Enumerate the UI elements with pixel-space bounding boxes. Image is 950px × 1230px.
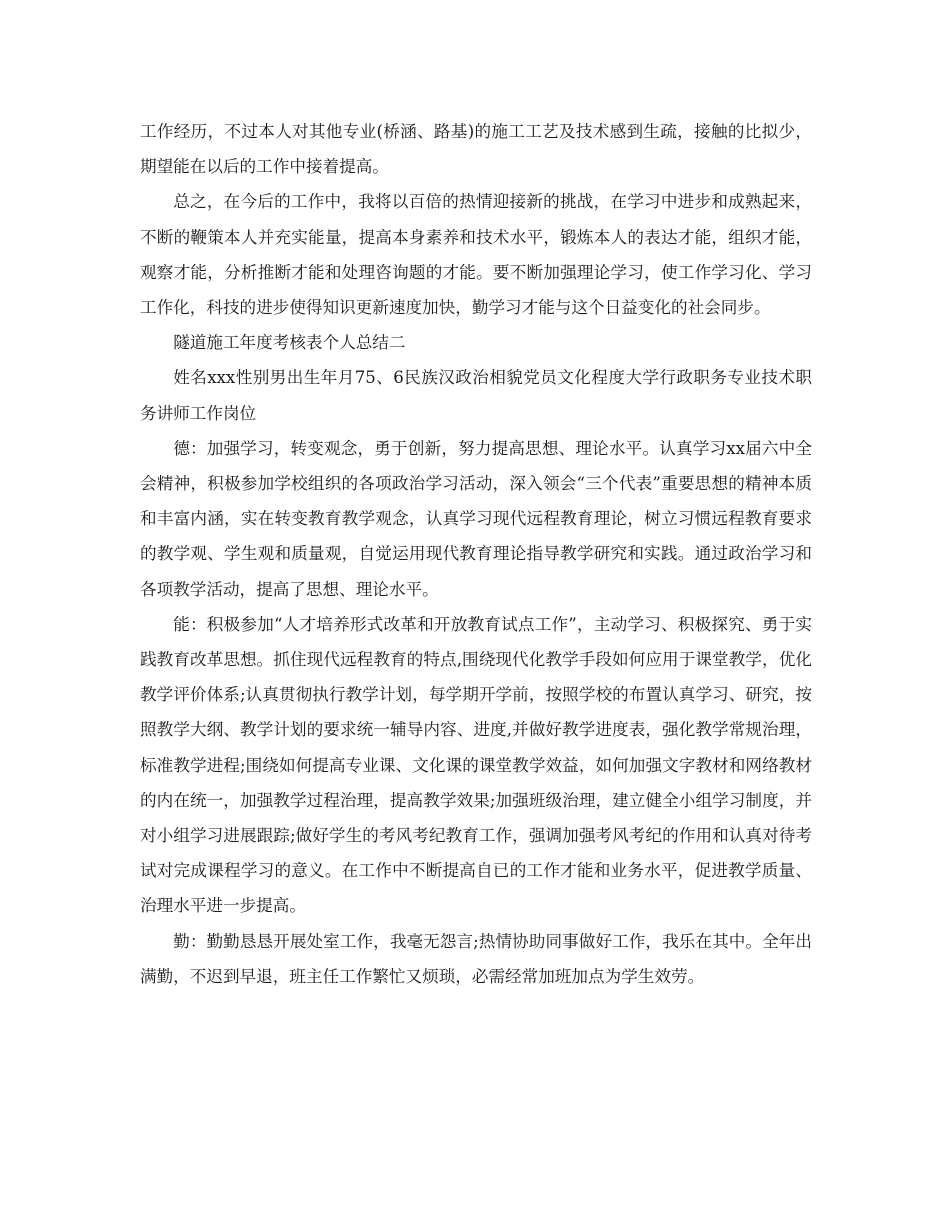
paragraph-personal-info: 姓名xxx性别男出生年月75、6民族汉政治相貌党员文化程度大学行政职务专业技术职务讲师工作岗位 <box>140 368 812 423</box>
paragraph-ability: 能：积极参加“人才培养形式改革和开放教育试点工作”，主动学习、积极探究、勇于实践教育改革思想。抓住现代远程教育的特点,围绕现代化教学手段如何应用于课堂教学，优化教学评价体系;认真贯彻执行教学计划，每学期开学前，按照学校的布置认真学习、研究，按照教学大纲、教学计划的要求统一辅导内容、进度,并做好教学进度表，强化教学常规治理，标准教学进程;围绕如何提高专业课、文化课的课堂教学效益，如何加强文字教材和网络教材的内在统一，加强教学过程治理，提高教学效果;加强班级治理，建立健全小组学习制度，并对小组学习进展跟踪;做好学生的考风考纪教育工作，强调加强考风考纪的作用和认真对待考试对完成课程学习的意义。在工作中不断提高自已的工作才能和业务水平，促进教学质量、治理水平进一步提高。 <box>140 614 812 916</box>
section-heading: 隧道施工年度考核表个人总结二 <box>173 333 406 353</box>
paragraph-summary: 总之，在今后的工作中，我将以百倍的热情迎接新的挑战，在学习中进步和成熟起来，不断的鞭策本人并充实能量，提高本身素养和技术水平，锻炼本人的表达才能，组织才能，观察才能，分析推断才能和处理咨询题的才能。要不断加强理论学习，使工作学习化、学习工作化，科技的进步使得知识更新速度加快，勤学习才能与这个日益变化的社会同步。 <box>140 192 812 318</box>
document-body <box>140 114 812 994</box>
paragraph-continuation: 工作经历，不过本人对其他专业(桥涵、路基)的施工工艺及技术感到生疏，接触的比拟少，期望能在以后的工作中接着提高。 <box>140 122 812 177</box>
paragraph-diligence: 勤：勤勤恳恳开展处室工作，我毫无怨言;热情协助同事做好工作，我乐在其中。全年出满勤，不迟到早退，班主任工作繁忙又烦琐，必需经常加班加点为学生效劳。 <box>140 931 812 986</box>
paragraph-morality: 德：加强学习，转变观念，勇于创新，努力提高思想、理论水平。认真学习xx届六中全会精神，积极参加学校组织的各项政治学习活动，深入领会“三个代表”重要思想的精神本质和丰富内涵，实在转变教育教学观念，认真学习现代远程教育理论，树立习惯远程教育要求的教学观、学生观和质量观，自觉运用现代教育理论指导教学研究和实践。通过政治学习和各项教学活动，提高了思想、理论水平。 <box>140 438 812 599</box>
